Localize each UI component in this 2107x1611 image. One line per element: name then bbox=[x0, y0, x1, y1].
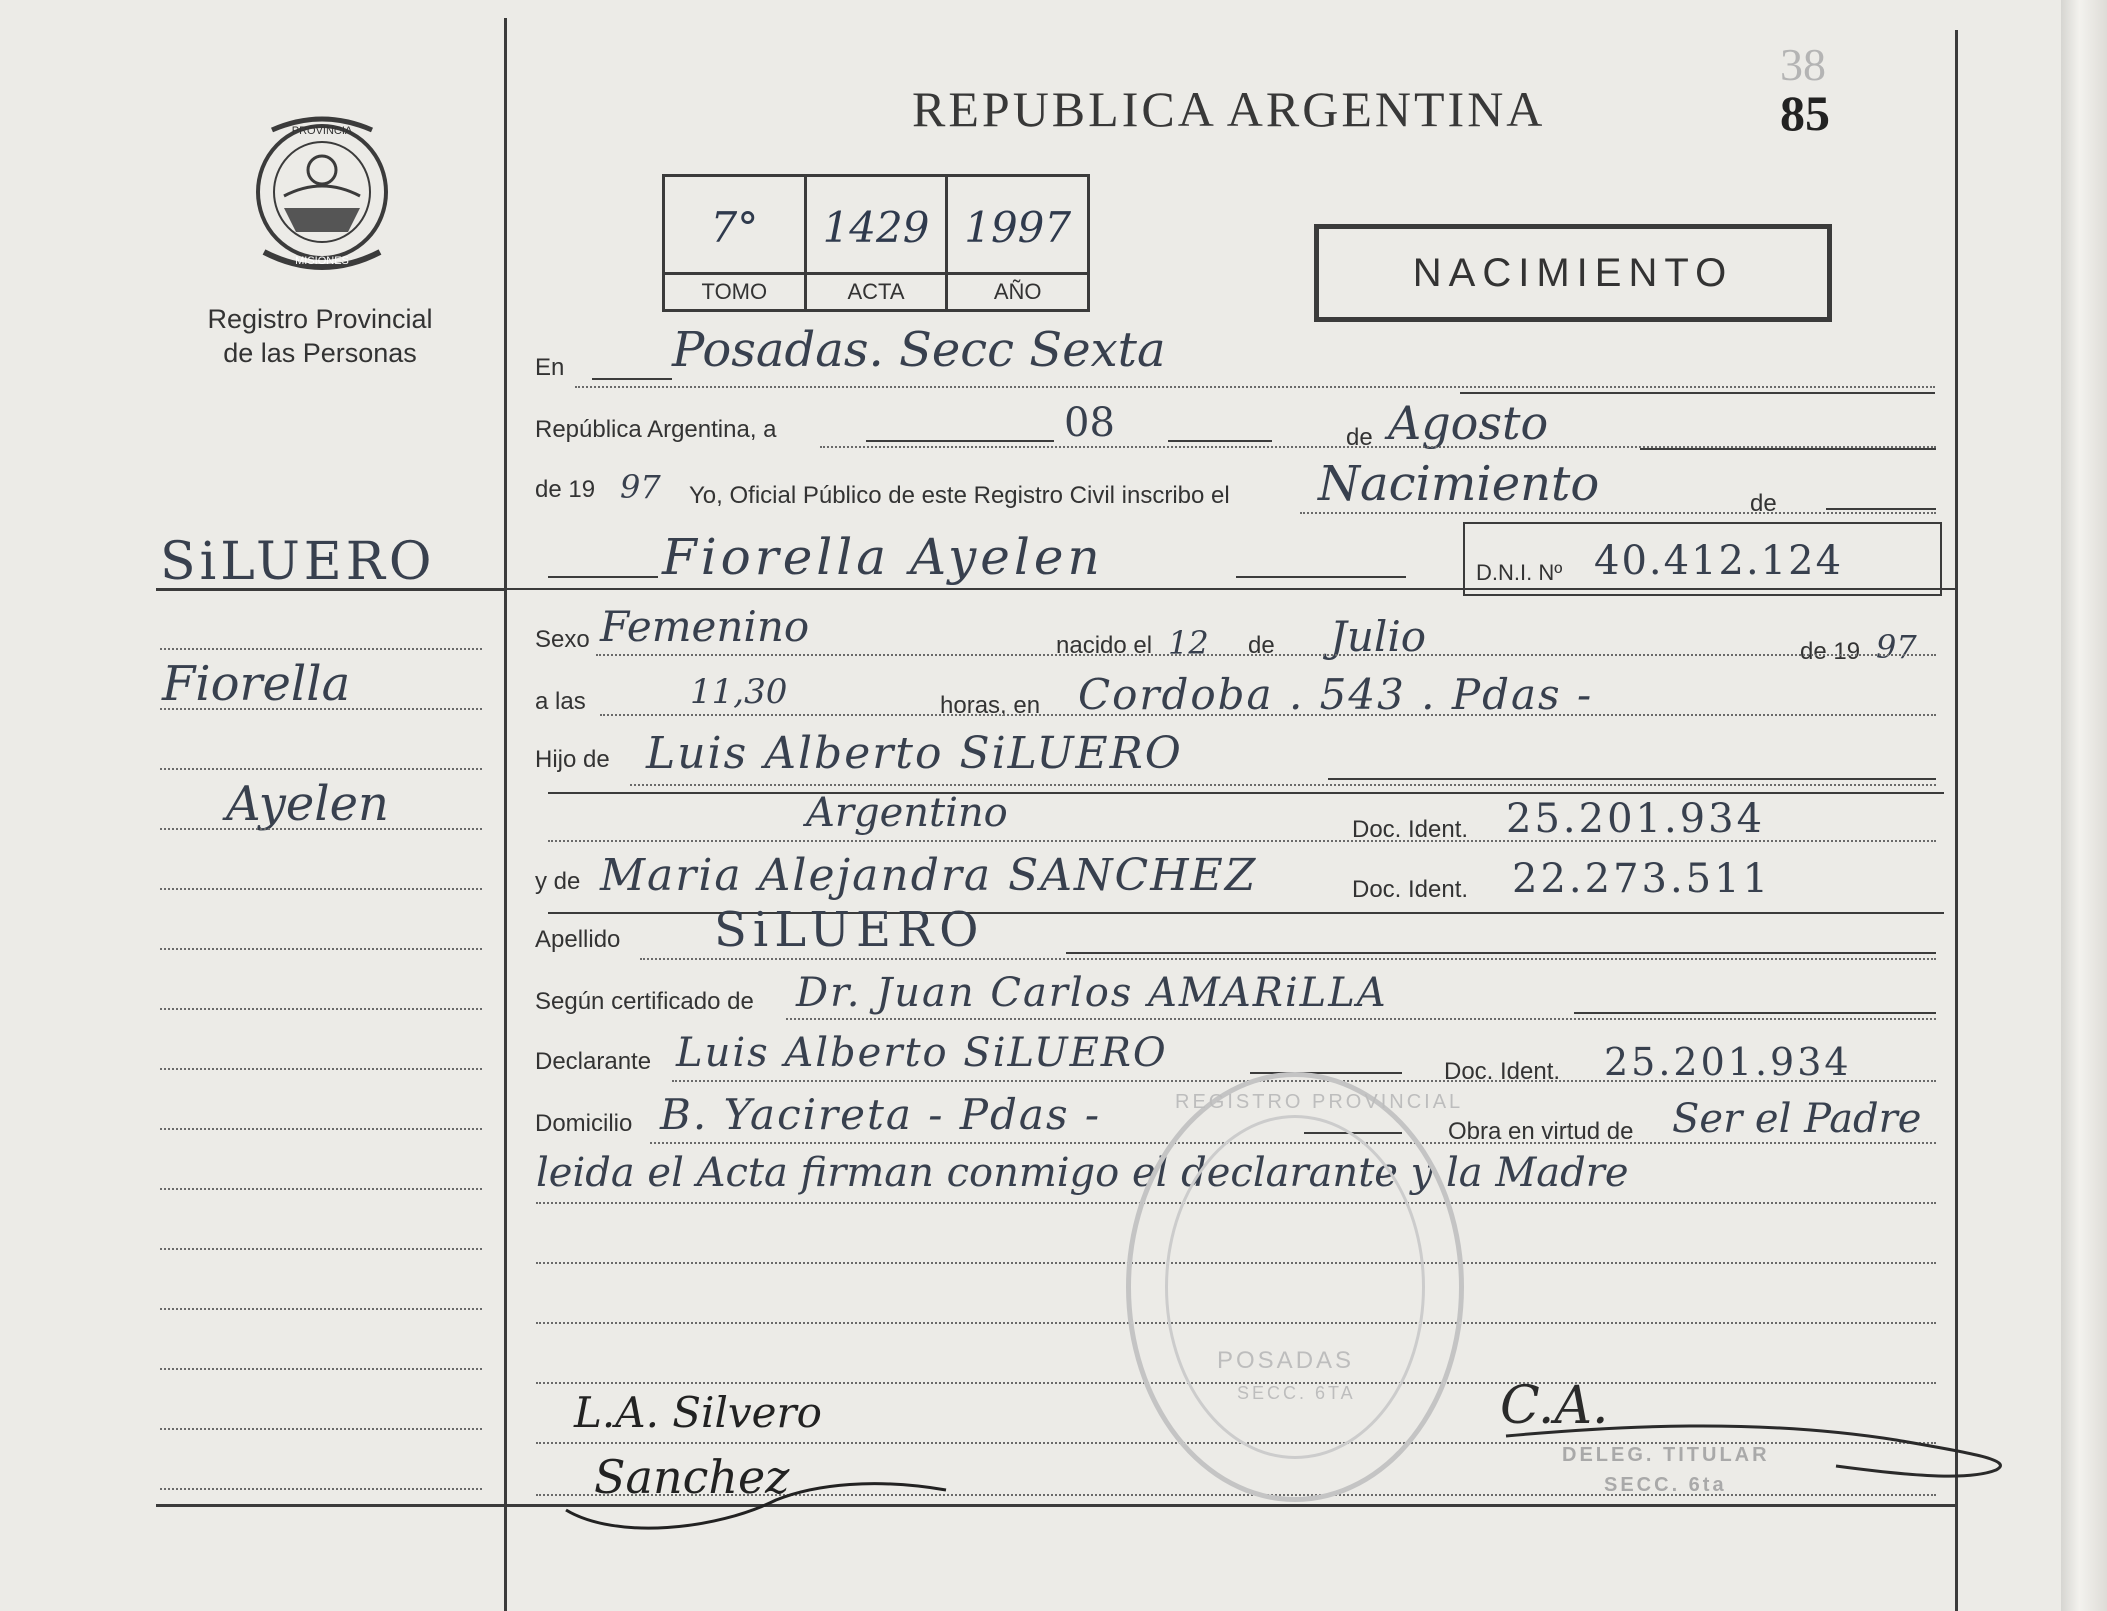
month-value: Agosto bbox=[1388, 396, 1549, 450]
birth-year: 97 bbox=[1876, 628, 1917, 666]
registry-title bbox=[150, 302, 490, 370]
stamp-ring bbox=[1165, 1115, 1425, 1459]
officer-signature-stroke-icon bbox=[1496, 1396, 2026, 1486]
right-border bbox=[1955, 30, 1958, 1611]
margin-line bbox=[160, 828, 482, 830]
sexo-label: Sexo bbox=[535, 626, 590, 653]
father-doc: 25.201.934 bbox=[1506, 796, 1766, 842]
day-value: 08 bbox=[1064, 400, 1115, 446]
country-title: REPUBLICA ARGENTINA bbox=[912, 81, 1546, 137]
place-value: Cordoba . 543 . Pdas - bbox=[1078, 670, 1594, 719]
office-stamp bbox=[1126, 1072, 1464, 1502]
margin-line bbox=[160, 1128, 482, 1130]
child-name: Fiorella Ayelen bbox=[662, 528, 1104, 586]
segun-dots bbox=[786, 1018, 1936, 1020]
alas-label: a las bbox=[535, 688, 586, 715]
apellido-label: Apellido bbox=[535, 926, 621, 953]
declarante-doc-label: Doc. Ident. bbox=[1444, 1058, 1561, 1085]
mother-doc-label: Doc. Ident. bbox=[1352, 876, 1469, 903]
page-edge bbox=[2061, 0, 2107, 1611]
tomo-label: TOMO bbox=[665, 272, 804, 309]
certifier-value: Dr. Juan Carlos AMARiLLA bbox=[796, 970, 1388, 1016]
anio-label: AÑO bbox=[948, 272, 1087, 309]
obra-label: Obra en virtud de bbox=[1448, 1118, 1634, 1145]
yo-label: Yo, Oficial Público de este Registro Civil inscribo el bbox=[689, 482, 1230, 509]
alas-dots bbox=[600, 714, 1936, 716]
margin-line bbox=[160, 1428, 482, 1430]
father-doc-dots bbox=[548, 840, 1936, 842]
day-line-2 bbox=[1168, 440, 1272, 442]
stamp-sec-text: SECC. 6TA bbox=[1237, 1383, 1356, 1403]
acta-label: ACTA bbox=[807, 272, 946, 309]
hour-value: 11,30 bbox=[690, 672, 788, 712]
acta-value: 1429 bbox=[822, 203, 930, 252]
tomo-value: 7° bbox=[710, 203, 759, 252]
name-line-end bbox=[1236, 576, 1406, 578]
sexo-value: Femenino bbox=[600, 602, 810, 651]
declarante-doc: 25.201.934 bbox=[1604, 1040, 1852, 1084]
declarante-value: Luis Alberto SiLUERO bbox=[676, 1030, 1168, 1076]
dni-value: 40.412.124 bbox=[1594, 538, 1844, 584]
margin-line bbox=[160, 1368, 482, 1370]
name-line-start bbox=[548, 576, 658, 578]
margin-line bbox=[160, 1008, 482, 1010]
de-label-2: de bbox=[1750, 490, 1777, 517]
certifier-line bbox=[1574, 1012, 1936, 1014]
declarante-label: Declarante bbox=[535, 1048, 652, 1075]
en-line bbox=[592, 378, 672, 380]
margin-line bbox=[160, 888, 482, 890]
margin-line bbox=[160, 648, 482, 650]
registry-line-1: Registro Provincial bbox=[207, 304, 433, 334]
folio-number: 85 bbox=[1780, 85, 1830, 141]
en-value: Posadas. Secc Sexta bbox=[672, 322, 1166, 378]
apellido-value: SiLUERO bbox=[714, 902, 985, 958]
mother-signature-stroke-icon bbox=[556, 1470, 956, 1540]
mother-doc: 22.273.511 bbox=[1512, 856, 1772, 902]
margin-first-name: Fiorella bbox=[162, 656, 351, 712]
father-name: Luis Alberto SiLUERO bbox=[646, 728, 1183, 779]
father-line bbox=[1328, 778, 1936, 780]
segun-label: Según certificado de bbox=[535, 988, 754, 1015]
margin-second-name: Ayelen bbox=[226, 776, 389, 832]
acta-cell bbox=[807, 177, 949, 309]
en-label: En bbox=[535, 354, 565, 381]
margin-line bbox=[160, 948, 482, 950]
en-line-end bbox=[1460, 392, 1935, 394]
registry-line-2: de las Personas bbox=[223, 338, 417, 368]
stamp-top-text: REGISTRO PROVINCIAL bbox=[1175, 1091, 1464, 1113]
sexo-dots bbox=[596, 654, 1936, 656]
bottom-rule bbox=[156, 1504, 1956, 1507]
father-doc-label: Doc. Ident. bbox=[1352, 816, 1469, 843]
year-value: 97 bbox=[620, 468, 661, 506]
de-label: de bbox=[1346, 424, 1373, 451]
domicilio-label: Domicilio bbox=[535, 1110, 633, 1137]
officer-signature: C.A. bbox=[1500, 1376, 1609, 1436]
domicilio-value: B. Yacireta - Pdas - bbox=[660, 1090, 1102, 1139]
tomo-cell bbox=[665, 177, 807, 309]
dni-label: D.N.I. Nº bbox=[1476, 560, 1563, 585]
mother-signature: Sanchez bbox=[594, 1450, 790, 1504]
margin-divider bbox=[504, 18, 507, 1611]
hijo-label: Hijo de bbox=[535, 746, 610, 773]
birth-day: 12 bbox=[1168, 624, 1209, 662]
hijo-dots bbox=[630, 784, 1936, 786]
birth-de-label: de bbox=[1248, 632, 1275, 659]
birth-month: Julio bbox=[1330, 612, 1427, 661]
mother-name: Maria Alejandra SANCHEZ bbox=[600, 850, 1258, 901]
apellido-line bbox=[1066, 952, 1936, 954]
father-signature: L.A. Silvero bbox=[574, 1388, 822, 1437]
republica-dots bbox=[820, 446, 1936, 448]
form-rule bbox=[548, 792, 1944, 794]
anio-cell bbox=[948, 177, 1087, 309]
margin-line bbox=[160, 1188, 482, 1190]
margin-line bbox=[160, 708, 482, 710]
provincial-seal-icon bbox=[244, 112, 400, 272]
seal-bottom-text: MISIONES bbox=[295, 255, 349, 267]
margin-line bbox=[160, 768, 482, 770]
month-line-end bbox=[1640, 448, 1936, 450]
horas-label: horas, en bbox=[940, 692, 1041, 719]
nacido-label: nacido el bbox=[1056, 632, 1153, 659]
act-value: Nacimiento bbox=[1318, 456, 1600, 512]
record-type-box: NACIMIENTO bbox=[1314, 224, 1832, 322]
birth-de19-label: de 19 bbox=[1800, 638, 1861, 665]
margin-line bbox=[160, 1248, 482, 1250]
record-table bbox=[662, 174, 1090, 312]
act-line-end bbox=[1826, 508, 1936, 510]
yde-label: y de bbox=[535, 868, 581, 895]
yo-dots bbox=[1300, 512, 1936, 514]
old-folio-number: 38 bbox=[1780, 39, 1826, 90]
father-nationality: Argentino bbox=[806, 790, 1008, 836]
obra-value: Ser el Padre bbox=[1672, 1096, 1922, 1142]
closing-text: leida el Acta firman conmigo el declarante y la Madre bbox=[536, 1150, 1629, 1196]
republica-label: República Argentina, a bbox=[535, 416, 777, 443]
apellido-dots bbox=[640, 958, 1936, 960]
margin-line bbox=[160, 1488, 482, 1490]
officer-section: SECC. 6ta bbox=[1604, 1474, 1727, 1496]
day-line bbox=[866, 440, 1054, 442]
margin-surname: SiLUERO bbox=[160, 532, 436, 592]
margin-line bbox=[160, 1308, 482, 1310]
seal-top-text: PROVINCIA bbox=[291, 125, 353, 137]
anio-value: 1997 bbox=[964, 203, 1072, 252]
en-dots bbox=[575, 386, 1935, 388]
stamp-city-text: POSADAS bbox=[1217, 1347, 1355, 1374]
de19-label: de 19 bbox=[535, 476, 596, 503]
officer-title: DELEG. TITULAR bbox=[1562, 1444, 1770, 1466]
margin-line bbox=[160, 1068, 482, 1070]
